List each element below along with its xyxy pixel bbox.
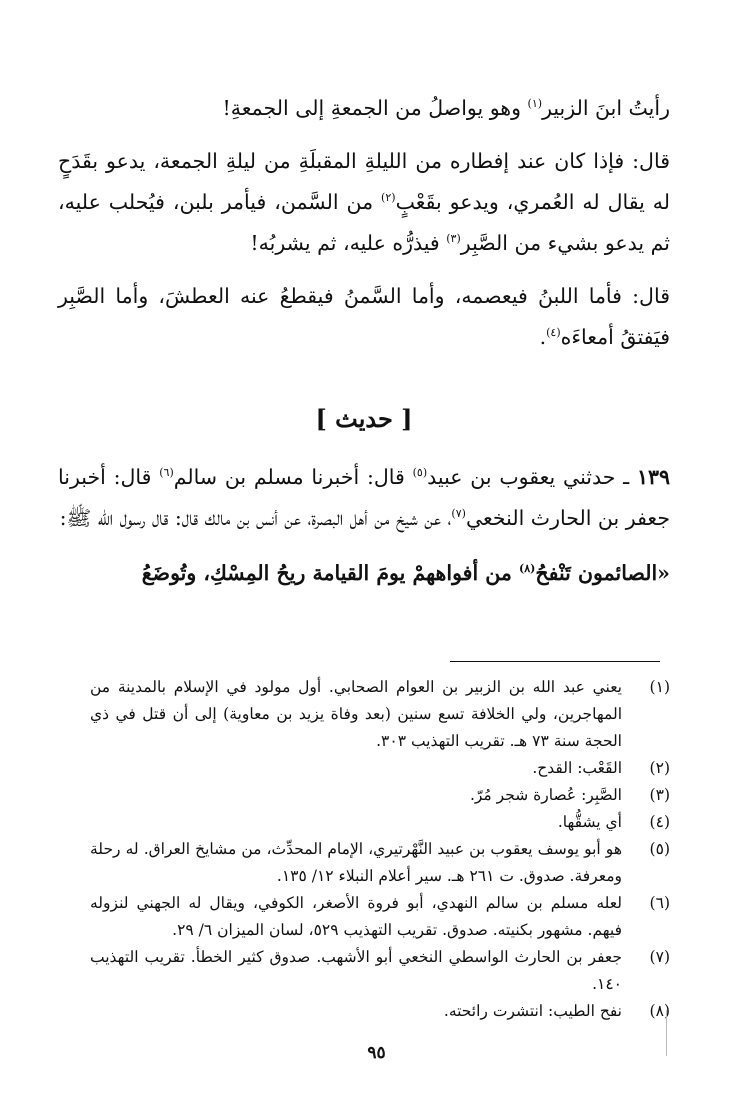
hadith-paragraph [58,457,670,539]
footnotes-section [90,674,670,1025]
footnote-item [90,782,670,809]
footnote-ref-3[interactable]: (٣) [446,232,461,246]
footnote-text: هو أبو يوسف يعقوب بن عبيد النَّهْرتيري، الإمام المحدِّث، من مشايخ العراق. له رحلة ومعرفة. صدوق. ت ٢٦١ هـ. سير أعلام النبلاء ١٢/ ١٣٥. [90,840,622,885]
hadith-number: ١٣٩ [636,465,670,489]
paragraph-2 [58,141,670,264]
footnote-number: (١) [649,678,670,696]
text-run: . [539,325,547,349]
footnote-text: القَعْب: القدح. [532,759,622,777]
main-text [58,88,670,594]
footnote-item [90,755,670,782]
text-run: رأيتُ ابنَ الزبير [542,96,670,120]
footnote-number: (٤) [649,813,670,831]
footnote-ref-6[interactable]: (٦) [159,466,174,480]
footnote-number: (٨) [649,1002,670,1020]
page-number: ٩٥ [367,1043,386,1063]
text-run: قال: فإذا كان عند إفطاره من الليلةِ المقبلَةِ من ليلةِ الجمعة، يدعو بقَدَحٍ له يقال له العُمري، ويدعو بقَعْبٍ [58,149,671,214]
footnote-ref-4[interactable]: (٤) [546,326,561,340]
footnote-divider [450,661,660,662]
footnote-number: (٥) [649,840,670,858]
footnote-text: أي يشقُّها. [557,813,622,831]
text-run: ، عن شيخ من أهل البصرة، عن أنس بن مالك قال: قال رسول الله ﷺ: [59,506,452,530]
footnote-ref-2[interactable]: (٢) [381,191,396,205]
text-run: قال: فأما اللبنُ فيعصمه، وأما السَّمنُ فيقطعُ عنه العطشَ، وأما الصَّبِر فيَفتقُ أمعاءَه [58,284,670,349]
paragraph-1 [58,88,670,129]
footnote-item [90,836,670,890]
footnote-text: يعني عبد الله بن الزبير بن العوام الصحابي. أول مولود في الإسلام بالمدينة من المهاجرين، ولي الخلافة تسع سنين (بعد وفاة يزيد بن معاوية) إلى أن قتل في ذي الحجة سنة ٧٣ هـ. تقريب التهذيب ٣٠٣. [90,678,622,750]
paragraph-3 [58,276,670,358]
footnote-ref-8[interactable]: (٨) [519,562,536,576]
text-run: فيذرُّه عليه، ثم يشربُه! [250,231,447,255]
text-run: من السَّمن، فيأمر بلبن، فيُحلب عليه، ثم يدعو بشيء من الصَّبِر [58,190,670,255]
footnote-item [90,998,670,1025]
footnote-number: (٢) [649,759,670,777]
text-run: قال: أخبرنا مسلم بن سالم [173,465,413,489]
text-run: وهو يواصلُ من الجمعةِ إلى الجمعةِ! [222,96,528,120]
hadith-quote [58,553,670,594]
section-heading: [ حديث ] [315,404,413,433]
footnote-ref-1[interactable]: (١) [527,97,543,111]
footnote-ref-5[interactable]: (٥) [412,466,428,480]
footnote-item [90,944,670,998]
text-run: ـ حدثني يعقوب بن عبيد [427,465,637,489]
footnote-text: لعله مسلم بن سالم النهدي، أبو فروة الأصغر، الكوفي، ويقال له الجهني لنزوله فيهم. مشهور بكنيته. صدوق. تقريب التهذيب ٥٢٩، لسان الميزان ٦/ ٢٩. [90,894,622,939]
footnote-ref-7[interactable]: (٧) [451,507,466,521]
footnote-number: (٧) [649,948,670,966]
footnote-item [90,890,670,944]
footnote-text: جعفر بن الحارث الواسطي النخعي أبو الأشهب. صدوق كثير الخطأ. تقريب التهذيب ١٤٠. [90,948,622,993]
footnote-text: نفح الطيب: انتشرت رائحته. [443,1002,622,1020]
text-run: من أفواههمْ يومَ القيامة ريحُ المِسْكِ، وتُوضَعُ [141,561,520,585]
text-run: «الصائمون تَنْفحُ [535,561,670,585]
footnote-number: (٦) [649,894,670,912]
footnote-item [90,674,670,755]
footnote-number: (٣) [649,786,670,804]
footnote-item [90,809,670,836]
footnote-text: الصَّبِر: عُصارة شجر مُرّ. [469,786,622,804]
text-run: قال: أخبرنا جعفر بن الحارث النخعي [58,465,670,530]
